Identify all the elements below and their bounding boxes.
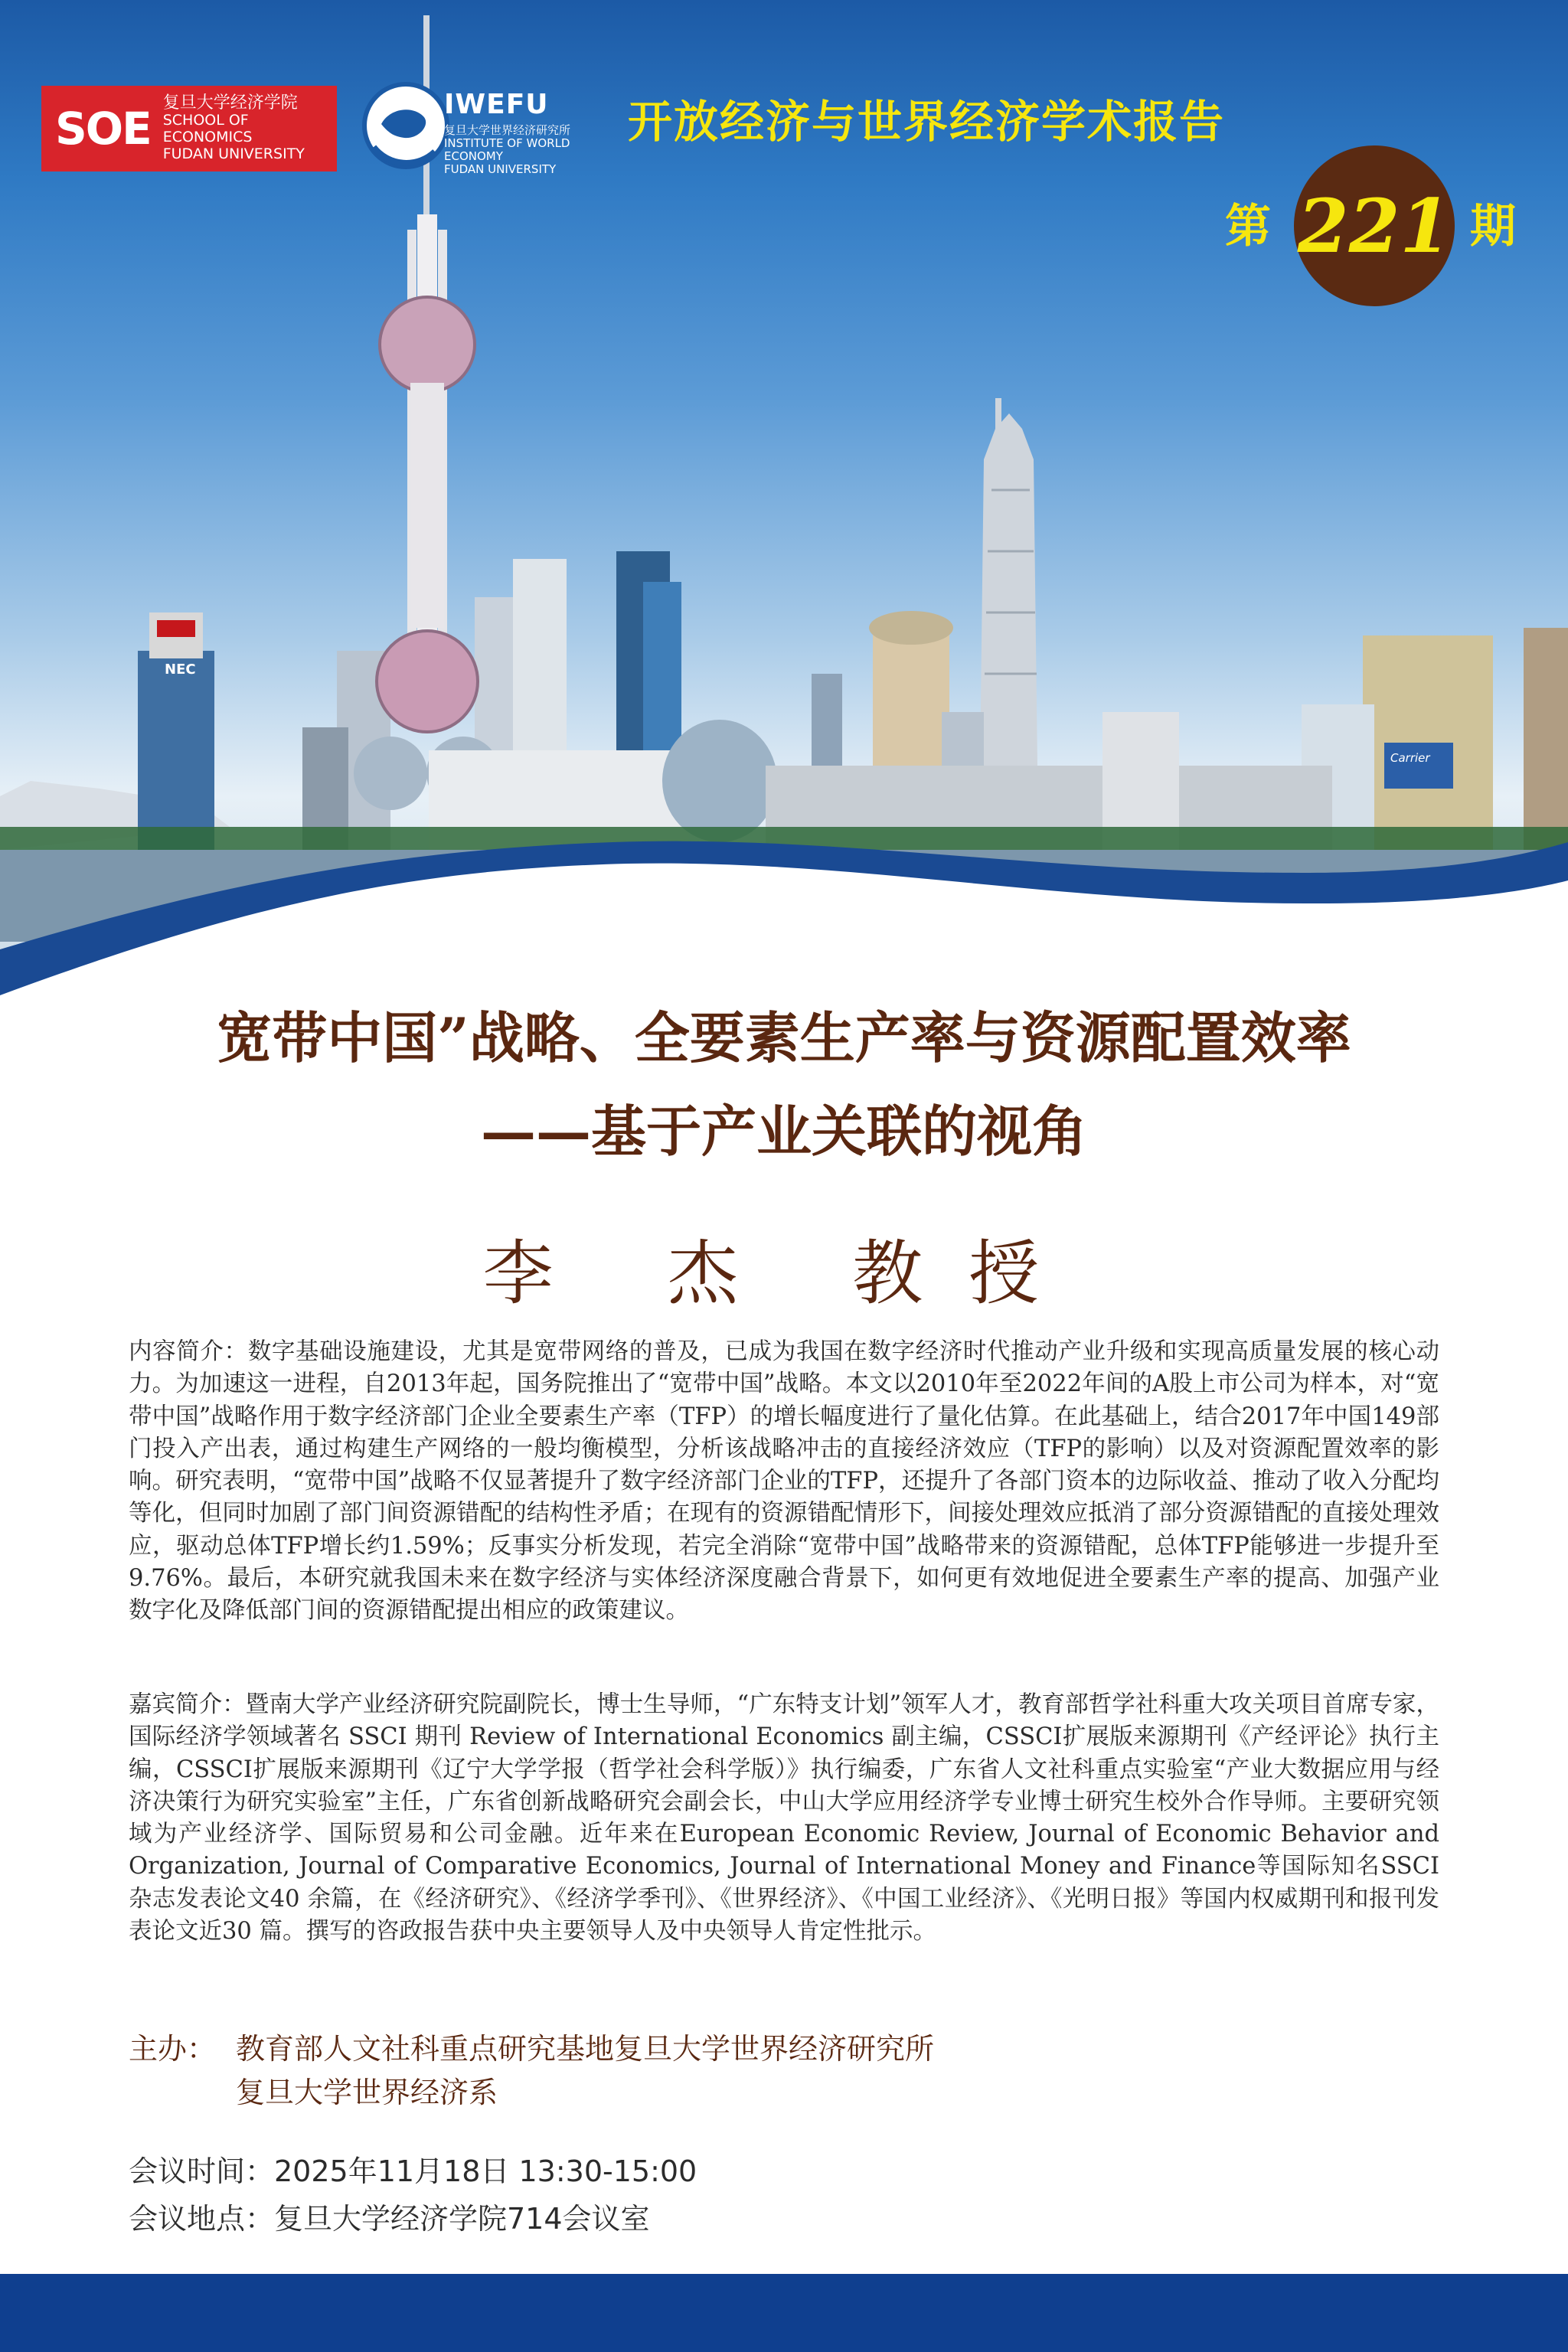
- issue-number: 221: [1297, 182, 1452, 270]
- issue-suffix: 期: [1470, 200, 1516, 253]
- issue-circle: [1294, 145, 1455, 306]
- building-top: [869, 611, 953, 645]
- iwefu-logo-cn: 复旦大学世界经济研究所: [444, 123, 571, 137]
- iwefu-logo-en-1: INSTITUTE OF WORLD ECONOMY: [444, 136, 570, 163]
- iwefu-logo-text: [444, 124, 597, 176]
- dome: [662, 720, 777, 842]
- building: [1524, 628, 1568, 850]
- hero-skyline: [0, 0, 1568, 995]
- meeting-place: 会议地点：复旦大学经济学院714会议室: [129, 2202, 650, 2236]
- soe-logo: [41, 86, 337, 172]
- host-line-2: 复旦大学世界经济系: [236, 2076, 498, 2109]
- soe-logo-en-1: SCHOOL OF ECONOMICS: [162, 112, 253, 145]
- soe-logo-en-2: FUDAN UNIVERSITY: [162, 145, 305, 162]
- carrier-sign: [1384, 743, 1453, 789]
- nec-tower: [138, 612, 214, 850]
- host-line-1: 教育部人文社科重点研究基地复旦大学世界经济研究所: [236, 2032, 935, 2066]
- talk-title: 宽带中国”战略、全要素生产率与资源配置效率: [217, 1005, 1351, 1070]
- iwefu-logo: [358, 78, 588, 178]
- nec-sign: NEC: [165, 662, 196, 678]
- globe-icon: [358, 78, 453, 173]
- speaker-name: 李 杰 教授: [482, 1233, 1086, 1315]
- iwefu-logo-en-2: FUDAN UNIVERSITY: [444, 162, 557, 176]
- series-title: 开放经济与世界经济学术报告: [628, 96, 1226, 148]
- soe-logo-text: [163, 95, 337, 162]
- footer-band: [0, 2274, 1568, 2352]
- issue-badge: [1225, 145, 1547, 299]
- soe-logo-cn: 复旦大学经济学院: [162, 93, 298, 113]
- talk-subtitle: ——基于产业关联的视角: [480, 1099, 1087, 1164]
- jin-mao-tower: [980, 398, 1037, 766]
- host-label: 主办：: [129, 2032, 217, 2066]
- soe-logo-mark: SOE: [55, 103, 151, 155]
- carrier-sign-text: Carrier: [1390, 751, 1430, 765]
- iwefu-logo-mark: IWEFU: [444, 89, 549, 120]
- bio-paragraph: 嘉宾简介：暨南大学产业经济研究院副院长，博士生导师，“广东特支计划”领军人才，教育部哲学社科重大攻关项目首席专家，国际经济学领域著名 SSCI 期刊 Review of International Economics 副主编，CSSCI扩展版来源期刊《产经评论》执行主编，CSSCI扩展版来源期刊《辽宁大学学报（哲学社会科学版）》执行编委，广东省人文社科重点实验室“产业大数据应用与经济决策行为研究实验室”主任，广东省创新战略研究会副会长，中山大学应用经济学专业博士研究生校外合作导师。主要研究领域为产业经济学、国际贸易和公司金融。近年来在European Economic Review, Journal of Economic Behavior and Organization, Journal of Comparative Economics, Journal of International Money and Finance等国际知名SSCI 杂志发表论文40 余篇，在《经济研究》、《经济学季刊》、《世界经济》、《中国工业经济》、《光明日报》等国内权威期刊和报刊发表论文近30 篇。撰写的咨政报告获中央主要领导人及中央领导人肯定性批示。: [129, 1691, 1439, 1945]
- abstract-paragraph: 内容简介：数字基础设施建设，尤其是宽带网络的普及，已成为我国在数字经济时代推动产业升级和实现高质量发展的核心动力。为加速这一进程，自2013年起，国务院推出了“宽带中国”战略。本文以2010年至2022年间的A股上市公司为样本，对“宽带中国”战略作用于数字经济部门企业全要素生产率（TFP）的增长幅度进行了量化估算。在此基础上，结合2017年中国149部门投入产出表，通过构建生产网络的一般均衡模型，分析该战略冲击的直接经济效应（TFP的影响）以及对资源配置效率的影响。研究表明，“宽带中国”战略不仅显著提升了数字经济部门企业的TFP，还提升了各部门资本的边际收益、推动了收入分配均等化，但同时加剧了部门间资源错配的结构性矛盾；在现有的资源错配情形下，间接处理效应抵消了部分资源错配的直接处理效应，驱动总体TFP增长约1.59%；反事实分析发现，若完全消除“宽带中国”战略带来的资源错配，总体TFP能够进一步提升至9.76%。最后，本研究就我国未来在数字经济与实体经济深度融合背景下，如何更有效地促进全要素生产率的提高、加强产业数字化及降低部门间的资源错配提出相应的政策建议。: [129, 1338, 1439, 1625]
- issue-prefix: 第: [1225, 200, 1271, 253]
- meeting-time: 会议时间：2025年11月18日 13:30-15:00: [129, 2154, 697, 2188]
